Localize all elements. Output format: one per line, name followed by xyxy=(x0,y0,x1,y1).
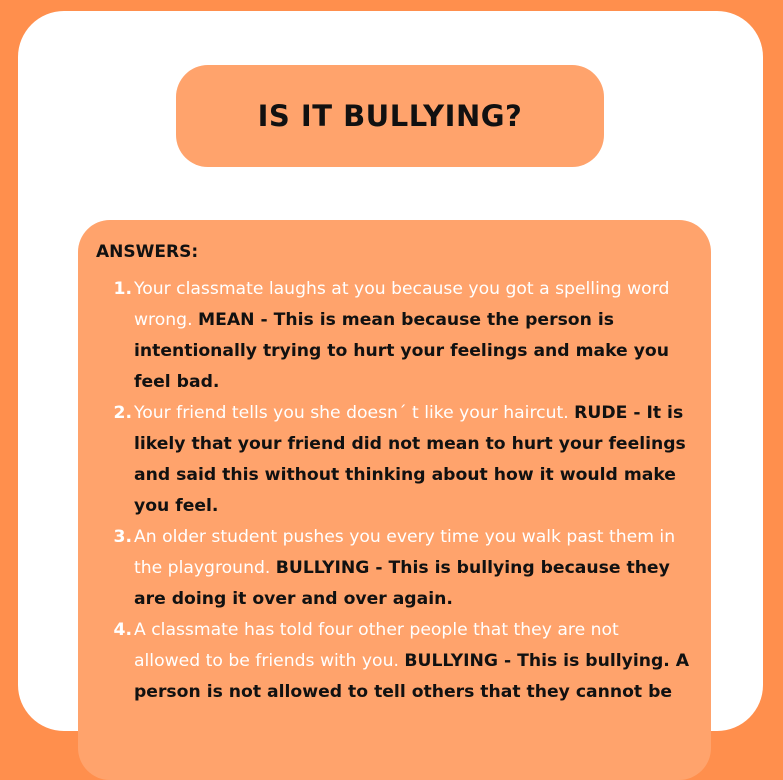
scenario-text: Your friend tells you she doesn´ t like your haircut. xyxy=(134,403,575,423)
verdict-text: BULLYING - This is bullying because they are doing it over and over again. xyxy=(134,558,670,609)
content-card xyxy=(18,11,763,731)
scenario-text: Your classmate laughs at you because you got a spelling word wrong. xyxy=(134,279,670,330)
answer-number: 2. xyxy=(113,403,132,423)
answer-body xyxy=(134,522,690,615)
answer-number: 4. xyxy=(113,620,132,640)
answer-number: 1. xyxy=(113,279,132,299)
answer-item-1 xyxy=(96,274,690,398)
answer-body xyxy=(134,398,690,522)
answer-number: 3. xyxy=(113,527,132,547)
scenario-text: An older student pushes you every time you walk past them in the playground. xyxy=(134,527,676,578)
verdict-text: MEAN - This is mean because the person is intentionally trying to hurt your feelings and make you feel bad. xyxy=(134,310,669,392)
answers-heading: ANSWERS: xyxy=(96,242,199,262)
answer-body xyxy=(134,615,690,708)
answers-panel xyxy=(78,220,711,780)
answer-item-2 xyxy=(96,398,690,522)
verdict-text: RUDE - It is likely that your friend did not mean to hurt your feelings and said this without thinking about how it would make you feel. xyxy=(134,403,686,516)
title-banner xyxy=(176,65,604,167)
answer-item-4 xyxy=(96,615,690,708)
verdict-text: BULLYING - This is bullying. A person is not allowed to tell others that they cannot be xyxy=(134,651,690,702)
page-title: IS IT BULLYING? xyxy=(257,99,523,133)
answer-list xyxy=(96,274,690,708)
answer-body xyxy=(134,274,690,398)
scenario-text: A classmate has told four other people that they are not allowed to be friends with you. xyxy=(134,620,619,671)
answer-item-3 xyxy=(96,522,690,615)
